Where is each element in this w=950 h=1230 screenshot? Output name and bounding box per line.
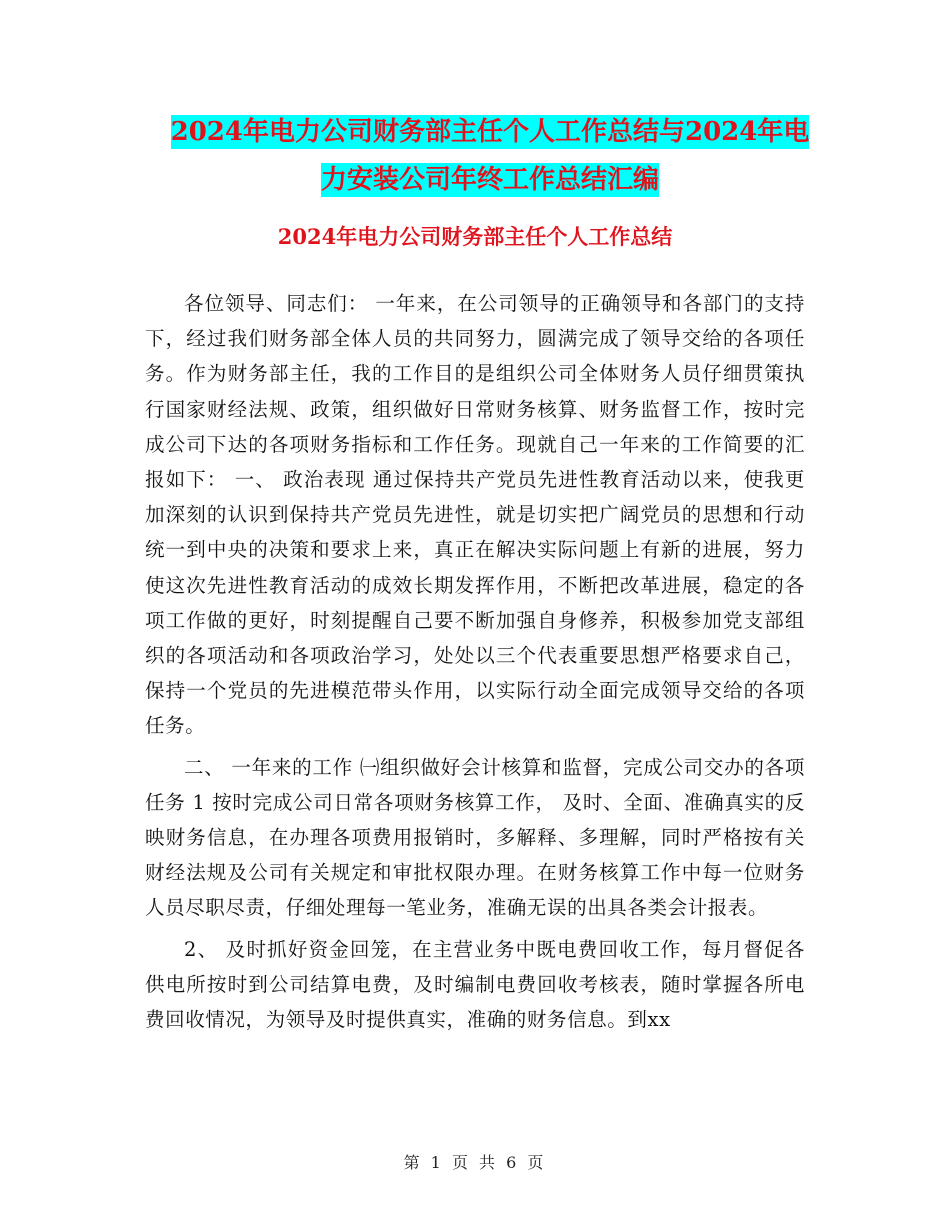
document-title-line-2: 力安装公司年终工作总结汇编 (320, 165, 659, 195)
paragraph-1: 各位领导、同志们： 一年来，在公司领导的正确领导和各部门的支持下，经过我们财务部全体人员的共同努力，圆满完成了领导交给的各项任务。作为财务部主任，我的工作目的是组织公司全体财务人员仔细贯策执行国家财经法规、政策，组织做好日常财务核算、财务监督工作，按时完成公司下达的各项财务指标和工作任务。现就自己一年来的工作简要的汇报如下： 一、 政治表现 通过保持共产党员先进性教育活动以来，使我更加深刻的认识到保持共产党员先进性，就是切实把广阔党员的思想和行动统一到中央的决策和要求上来，真正在解决实际问题上有新的进展，努力使这次先进性教育活动的成效长期发挥作用，不断把改革进展，稳定的各项工作做的更好，时刻提醒自己要不断加强自身修养，积极参加党支部组织的各项活动和各项政治学习，处处以三个代表重要思想严格要求自己，保持一个党员的先进模范带头作用，以实际行动全面完成领导交给的各项任务。 (145, 292, 805, 738)
page-number-footer: 第 1 页 共 6 页 (403, 1153, 547, 1172)
section-title: 2024年电力公司财务部主任个人工作总结 (277, 224, 673, 249)
document-title-line-1: 2024年电力公司财务部主任个人工作总结与2024年电 (170, 117, 810, 147)
paragraph-2: 二、 一年来的工作 ㈠组织做好会计核算和监督，完成公司交办的各项任务 1 按时完成公司日常各项财务核算工作， 及时、全面、准确真实的反映财务信息，在办理各项费用报销时，多解释、多理解，同时严格按有关财经法规及公司有关规定和审批权限办理。在财务核算工作中每一位财务人员尽职尽责，仔细处理每一笔业务，准确无误的出具各类会计报表。 (145, 755, 805, 920)
document-title (150, 108, 830, 204)
document-body (145, 286, 805, 1043)
paragraph-3: 2、 及时抓好资金回笼，在主营业务中既电费回收工作，每月督促各供电所按时到公司结算电费，及时编制电费回收考核表，随时掌握各所电费回收情况，为领导及时提供真实，准确的财务信息。到xx (145, 937, 805, 1032)
